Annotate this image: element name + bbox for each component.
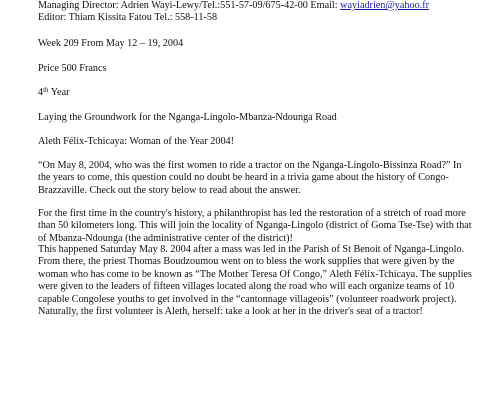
headline: Laying the Groundwork for the Nganga-Lingolo-Mbanza-Ndounga Road (38, 112, 337, 123)
managing-director-line (38, 0, 429, 12)
year-word: Year (48, 87, 70, 98)
paragraph-3: This happened Saturday May 8. 2004 after a mass was led in the Parish of St Benoit of Nganga-Lingolo. From there, the priest Thomas Boudzoumou went on to bless the work supplies that were given by the woman who has come to be known as “The Mother Teresa Of Congo,” Aleth Félix-Tchicaya. The supplies were given to the leaders of fifteen villages located along the road who will each organize teams of 10 capable Congolese youths to get involved in the “cantonnage villageois” (volunteer roadwork project). Naturally, the first volunteer is Aleth, herself: take a look at her in the driver's seat of a tractor! (38, 244, 472, 318)
week-line: Week 209 From May 12 – 19, 2004 (38, 38, 184, 49)
email-link[interactable]: wayiadrien@yahoo.fr (340, 0, 430, 11)
year-suffix: th (43, 86, 49, 94)
paragraph-2: For the first time in the country's history, a philanthropist has led the restoration of a stretch of road more than 50 kilometers long. This will join the locality of Nganga-Lingolo (district of Goma Tse-Tse) with that of Mbanza-Ndounga (the administrative center of the district)! (38, 208, 472, 244)
paragraph-1: “On May 8, 2004, who was the first women to ride a tractor on the Nganga-Lingolo-Bissinza Road?” In the years to come, this question could no doubt be heard in a trivia game about the history of Congo-Brazzaville. Check out the story below to read about the answer. (38, 160, 462, 196)
year-number: 4 (38, 87, 44, 98)
subheadline: Aleth Félix-Tchicaya: Woman of the Year 2004! (38, 136, 235, 147)
managing-director-text: Managing Director: Adrien Wayi-Lewy/Tel.:551-57-09/675-42-00 Email: (38, 0, 341, 11)
editor-line: Editor: Thiam Kissita Fatou Tel.: 558-11-58 (38, 12, 218, 23)
year-line (38, 87, 70, 99)
price-line: Price 500 Francs (38, 63, 107, 74)
